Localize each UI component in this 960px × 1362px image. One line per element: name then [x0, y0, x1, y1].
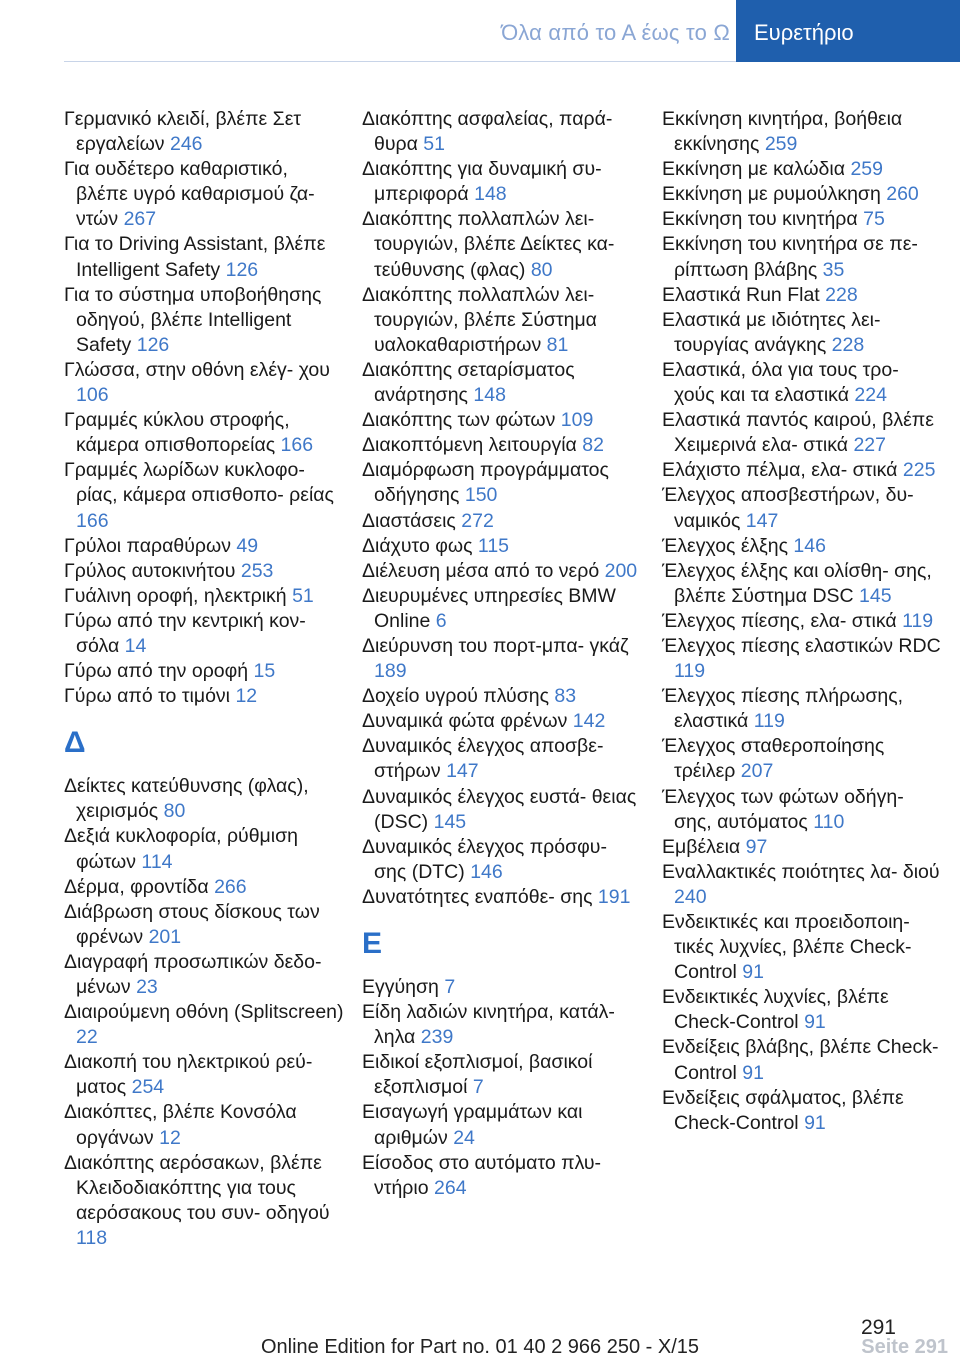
index-page-link[interactable]: 166 [76, 509, 109, 532]
section-title: Ευρετήριο [754, 20, 854, 45]
index-entry-term: Έλεγχος αποσβεστήρων, δυ‐ ναμικός [662, 484, 914, 532]
index-entry [64, 584, 344, 609]
index-entry [362, 283, 642, 358]
index-entry [64, 534, 344, 559]
index-entry-term: Εκκίνηση με καλώδια [662, 158, 846, 181]
index-entry-term: Διαιρούμενη οθόνη (Splitscreen) [64, 1001, 344, 1024]
index-entry-term: Διέλευση μέσα από το νερό [362, 559, 600, 582]
index-page-link[interactable]: 6 [435, 609, 447, 632]
index-page-link[interactable]: 115 [477, 534, 510, 557]
index-entry-term: Διαγραφή προσωπικών δεδο‐ μένων [64, 950, 322, 998]
index-entry [64, 1050, 344, 1100]
index-page-link[interactable]: 227 [853, 434, 886, 457]
index-entry-term: Εγγύηση [362, 976, 439, 998]
index-page-link[interactable]: 118 [76, 1226, 108, 1249]
index-entry [662, 207, 942, 232]
index-page-link[interactable]: 246 [169, 133, 203, 156]
index-page-link[interactable]: 148 [473, 384, 506, 407]
index-entry-term: Έλεγχος πίεσης πλήρωσης, ελαστικά [662, 685, 904, 733]
index-entry-term: Διακόπτης των φώτων [362, 409, 556, 432]
index-entry [64, 900, 344, 950]
index-page-link[interactable]: 266 [214, 875, 247, 898]
index-entry [362, 709, 642, 734]
index-entry-term: Διακοπή του ηλεκτρικού ρεύ‐ ματος [64, 1051, 313, 1099]
index-entry-term: Διακόπτης πολλαπλών λει‐ τουργιών, βλέπε Δείκτες κα‐ τεύθυνσης (φλας) [362, 208, 615, 281]
index-entry-term: Ειδικοί εξοπλισμοί, βασικοί εξοπλισμοί [362, 1051, 593, 1099]
index-page-link[interactable]: 264 [434, 1176, 467, 1199]
index-page-link[interactable]: 51 [292, 584, 314, 607]
index-letter-heading: Ε [362, 927, 383, 960]
index-entry-term: Διακόπτης πολλαπλών λει‐ τουργιών, βλέπε Σύστημα υαλοκαθαριστήρων [362, 283, 597, 356]
index-page-link[interactable]: 91 [742, 961, 764, 984]
index-page-link[interactable]: 189 [374, 660, 407, 683]
index-entry-term: Εκκίνηση του κινητήρα [662, 208, 858, 231]
index-page-link[interactable]: 240 [674, 885, 707, 908]
index-entry [64, 107, 344, 157]
index-page-link[interactable]: 91 [804, 1011, 826, 1034]
index-page-link[interactable]: 272 [461, 509, 494, 532]
index-entry [362, 458, 642, 508]
index-entry-term: Γλώσσα, στην οθόνη ελέγ‐ χου [64, 358, 330, 381]
index-entry-term: Ελαστικά, όλα για τους τρο‐ χούς και τα ελαστικά [662, 358, 899, 407]
index-page-link[interactable]: 82 [582, 434, 604, 457]
index-page-link[interactable]: 80 [163, 800, 186, 823]
index-entry-term: Διάβρωση στους δίσκους των φρένων [64, 900, 320, 948]
index-entry [362, 408, 642, 433]
index-entry [362, 885, 642, 910]
index-column-3 [662, 107, 942, 1136]
index-page-link[interactable]: 7 [472, 1076, 484, 1099]
index-entry-term: Ελαστικά παντός καιρού, βλέπε Χειμερινά ελα‐ στικά [662, 409, 934, 457]
index-entry [662, 107, 942, 157]
index-entry [662, 785, 942, 835]
index-entry [662, 860, 942, 910]
index-page-link[interactable]: 12 [159, 1126, 181, 1149]
index-page-link[interactable]: 166 [280, 434, 314, 457]
index-entry [64, 950, 344, 1000]
index-entry-term: Έλεγχος πίεσης, ελα‐ στικά [662, 609, 897, 632]
index-entry [662, 559, 942, 609]
index-entry-term: Γυάλινη οροφή, ηλεκτρική [64, 584, 287, 607]
index-page-link[interactable]: 148 [474, 183, 507, 206]
index-entry [64, 659, 344, 684]
index-entry [662, 1086, 942, 1136]
index-page-link[interactable]: 51 [423, 133, 445, 156]
index-entry-term: Γραμμές λωρίδων κυκλοφο‐ ρίας, κάμερα οπισθοπο‐ ρείας [64, 459, 334, 507]
index-entry-term: Εκκίνηση του κινητήρα σε πε‐ ρίπτωση βλάβης [662, 233, 918, 281]
index-page-link[interactable]: 75 [863, 208, 885, 231]
index-page-link[interactable]: 145 [433, 810, 467, 833]
index-page-link[interactable]: 147 [745, 509, 779, 532]
index-entry [662, 308, 942, 358]
index-entry [362, 835, 642, 885]
index-page-link[interactable]: 260 [886, 183, 919, 206]
index-entry-term: Εναλλακτικές ποιότητες λα‐ διού [662, 860, 940, 883]
index-entry-term: Δέρμα, φροντίδα [64, 875, 209, 898]
index-entry [662, 483, 942, 533]
index-page-link[interactable]: 225 [902, 459, 936, 482]
index-page-link[interactable]: 254 [131, 1076, 165, 1099]
index-entry-term: Γύρω από την κεντρική κον‐ σόλα [64, 609, 306, 657]
index-entry [64, 358, 344, 408]
index-entry [662, 283, 942, 308]
index-page-link[interactable]: 24 [453, 1126, 475, 1149]
index-entry-term: Γρύλοι παραθύρων [64, 534, 231, 557]
index-entry-term: Έλεγχος πίεσης ελαστικών RDC [662, 634, 941, 657]
index-entry [662, 157, 942, 182]
index-page-link[interactable]: 80 [530, 258, 553, 281]
chapter-title: Όλα από το Α έως το Ω [501, 20, 730, 45]
index-entry [362, 1000, 642, 1050]
index-entry [64, 774, 344, 824]
index-entry-term: Ελαστικά Run Flat [662, 283, 820, 306]
index-entry-term: Γραμμές κύκλου στροφής, κάμερα οπισθοπορείας [64, 409, 290, 457]
index-entry [64, 684, 344, 709]
index-entry [662, 634, 942, 684]
index-entry-term: Ενδείξεις βλάβης, βλέπε Check-Control [662, 1036, 939, 1084]
index-column-1 [64, 107, 344, 1251]
index-page-link[interactable]: 259 [850, 158, 883, 181]
index-entry-term: Δοχείο υγρού πλύσης [362, 685, 549, 708]
index-entry-term: Είσοδος στο αυτόματο πλυ‐ ντήριο [362, 1151, 602, 1199]
index-page-link[interactable]: 146 [793, 534, 826, 557]
index-entry [662, 985, 942, 1035]
index-page-link[interactable]: 12 [235, 685, 258, 708]
index-page-link[interactable]: 91 [804, 1111, 826, 1134]
index-page-link[interactable]: 150 [464, 484, 498, 507]
index-page-link[interactable]: 267 [123, 208, 157, 231]
index-entry [64, 824, 344, 874]
index-entry-term: Διακόπτης σεταρίσματος ανάρτησης [362, 358, 575, 407]
chapter-tab [0, 0, 736, 62]
index-entry-term: Εισαγωγή γραμμάτων και αριθμών [362, 1101, 583, 1149]
index-entry [64, 458, 344, 533]
index-entry [64, 283, 344, 358]
index-page-link[interactable]: 142 [572, 710, 606, 733]
index-entry-term: Εκκίνηση κινητήρα, βοήθεια εκκίνησης [662, 108, 903, 156]
index-page-link[interactable]: 228 [825, 283, 858, 306]
index-page-link[interactable]: 91 [742, 1061, 764, 1084]
index-entry-term: Ελάχιστο πέλμα, ελα‐ στικά [662, 459, 898, 482]
index-entry [362, 1100, 642, 1150]
index-page-link[interactable]: 146 [470, 860, 503, 883]
index-entry-term: Δυναμικός έλεγχος πρόσφυ‐ σης (DTC) [362, 835, 607, 883]
page-number: 291 [860, 1316, 896, 1339]
index-entry [662, 534, 942, 559]
index-page-link[interactable]: 97 [745, 835, 768, 858]
index-entry [64, 609, 344, 659]
index-entry [362, 358, 642, 408]
index-page-link[interactable]: 119 [902, 609, 934, 632]
index-entry [662, 609, 942, 634]
index-page-link[interactable]: 81 [546, 333, 569, 356]
index-entry-term: Δυναμικός έλεγχος ευστά‐ θειας (DSC) [362, 785, 637, 833]
index-entry [662, 1035, 942, 1085]
index-page-link[interactable]: 119 [674, 660, 706, 683]
index-entry-term: Δεξιά κυκλοφορία, ρύθμιση φώτων [64, 825, 299, 873]
index-page-link[interactable]: 224 [854, 384, 887, 407]
index-entry [362, 107, 642, 157]
index-entry [362, 684, 642, 709]
index-entry [64, 1151, 344, 1251]
index-page-link[interactable]: 83 [554, 685, 577, 708]
index-entry [662, 408, 942, 458]
index-entry-term: Διεύρυνση του πορτ-μπα‐ γκάζ [362, 634, 629, 657]
index-entry [662, 684, 942, 734]
footer-edition: Online Edition for Part no. 01 40 2 966 250 - X/15 [260, 1336, 700, 1358]
index-entry-term: Δείκτες κατεύθυνσης (φλας), χειρισμός [64, 775, 309, 823]
index-entry [362, 534, 642, 559]
index-entry [362, 584, 642, 634]
index-entry-term: Γρύλος αυτοκινήτου [64, 559, 236, 582]
index-entry-term: Γύρω από το τιμόνι [64, 685, 231, 708]
index-entry [362, 509, 642, 534]
index-letter-heading: Δ [64, 726, 86, 760]
index-page-link[interactable]: 110 [813, 810, 845, 833]
index-page-link[interactable]: 35 [822, 258, 845, 281]
index-page-link[interactable]: 259 [764, 133, 798, 156]
index-page-link[interactable]: 23 [136, 976, 158, 998]
index-entry-term: Δυνατότητες εναπόθε‐ σης [362, 885, 593, 908]
index-entry-term: Διευρυμένες υπηρεσίες BMW Online [362, 584, 616, 632]
index-entry [362, 1151, 642, 1201]
index-entry [64, 1000, 344, 1050]
index-entry [64, 1100, 344, 1150]
index-entry-term: Ενδεικτικές λυχνίες, βλέπε Check-Control [662, 986, 889, 1034]
index-entry-term: Διαστάσεις [362, 509, 456, 532]
index-entry-term: Για ουδέτερο καθαριστικό, βλέπε υγρό καθαρισμού ζα‐ ντών [64, 158, 315, 231]
index-entry [362, 634, 642, 684]
index-entry-term: Έλεγχος έλξης [662, 534, 788, 557]
watermark: Seite 291 [861, 1336, 948, 1358]
index-entry [662, 734, 942, 784]
index-page-link[interactable]: 191 [597, 885, 631, 908]
index-page-link[interactable]: 253 [240, 559, 274, 582]
index-page-link[interactable]: 119 [753, 710, 785, 733]
index-entry-term: Για το Driving Assistant, βλέπε Intelligent Safety [64, 233, 326, 281]
index-page-link[interactable]: 228 [831, 333, 865, 356]
index-entry-term: Ελαστικά με ιδιότητες λει‐ τουργίας ανάγκης [662, 308, 881, 356]
index-entry-term: Διάχυτο φως [362, 534, 473, 557]
index-entry-term: Διακόπτης για δυναμική συ‐ μπεριφορά [362, 158, 602, 206]
index-entry-term: Για το σύστημα υποβοήθησης οδηγού, βλέπε Intelligent Safety [64, 283, 322, 356]
index-entry [362, 433, 642, 458]
index-entry-term: Διακόπτης αερόσακων, βλέπε Κλειδοδιακόπτης για τους αερόσακους του συν‐ οδηγού [64, 1151, 330, 1224]
header-divider [64, 61, 736, 62]
index-entry [362, 207, 642, 282]
index-page-link[interactable]: 147 [446, 760, 479, 783]
index-entry-term: Γύρω από την οροφή [64, 660, 249, 683]
index-page-link[interactable]: 239 [420, 1026, 454, 1049]
index-entry [662, 458, 942, 483]
index-page-link[interactable]: 7 [444, 976, 456, 998]
index-entry-term: Έλεγχος έλξης και ολίσθη‐ σης, βλέπε Σύστημα DSC [662, 559, 932, 607]
index-entry-term: Εκκίνηση με ρυμούλκηση [662, 183, 881, 206]
index-page-link[interactable]: 126 [225, 258, 259, 281]
index-page-link[interactable]: 14 [124, 634, 147, 657]
section-tab [736, 0, 960, 62]
index-entry [64, 157, 344, 232]
index-entry-term: Είδη λαδιών κινητήρα, κατάλ‐ ληλα [362, 1001, 615, 1049]
index-entry [64, 232, 344, 282]
index-page-link[interactable]: 114 [141, 850, 173, 873]
index-entry [362, 1050, 642, 1100]
index-entry-term: Ενδεικτικές και προειδοποιη‐ τικές λυχνίες, βλέπε Check-Control [662, 911, 912, 984]
index-entry [64, 559, 344, 584]
index-page-link[interactable]: 49 [236, 534, 259, 557]
index-page-link[interactable]: 207 [740, 760, 774, 783]
index-entry [362, 785, 642, 835]
index-entry [662, 835, 942, 860]
index-entry [362, 559, 642, 584]
index-entry-term: Διακόπτες, βλέπε Κονσόλα οργάνων [64, 1101, 297, 1149]
index-entry-term: Διακόπτης ασφαλείας, παρά‐ θυρα [362, 108, 613, 156]
index-entry-term: Διακοπτόμενη λειτουργία [362, 434, 577, 457]
page-header [0, 0, 960, 62]
index-entry-term: Έλεγχος των φώτων οδήγη‐ σης, αυτόματος [662, 785, 904, 833]
index-page-link[interactable]: 15 [253, 660, 276, 683]
index-page-link[interactable]: 145 [859, 584, 892, 607]
index-entry [64, 408, 344, 458]
index-entry [662, 182, 942, 207]
index-page-link[interactable]: 106 [76, 384, 109, 407]
index-page-link[interactable]: 200 [604, 559, 638, 582]
index-entry-term: Έλεγχος σταθεροποίησης τρέιλερ [662, 735, 885, 783]
index-entry [362, 975, 642, 1000]
index-entry-term: Εμβέλεια [662, 835, 741, 858]
index-entry [362, 157, 642, 207]
index-entry-term: Δυναμικός έλεγχος αποσβε‐ στήρων [362, 735, 604, 783]
index-column-2 [362, 107, 642, 1201]
index-entry [662, 232, 942, 282]
index-page-link[interactable]: 109 [560, 409, 594, 432]
index-entry-term: Γερμανικό κλειδί, βλέπε Σετ εργαλείων [64, 108, 302, 156]
index-entry-term: Ενδείξεις σφάλματος, βλέπε Check-Control [662, 1086, 904, 1134]
index-entry [662, 910, 942, 985]
index-entry [662, 358, 942, 408]
index-page-link[interactable]: 22 [76, 1026, 98, 1049]
index-entry [362, 734, 642, 784]
index-page-link[interactable]: 201 [148, 925, 182, 948]
index-entry-term: Διαμόρφωση προγράμματος οδήγησης [362, 459, 609, 507]
index-entry-term: Δυναμικά φώτα φρένων [362, 710, 568, 733]
index-entry [64, 875, 344, 900]
index-page-link[interactable]: 126 [136, 333, 170, 356]
